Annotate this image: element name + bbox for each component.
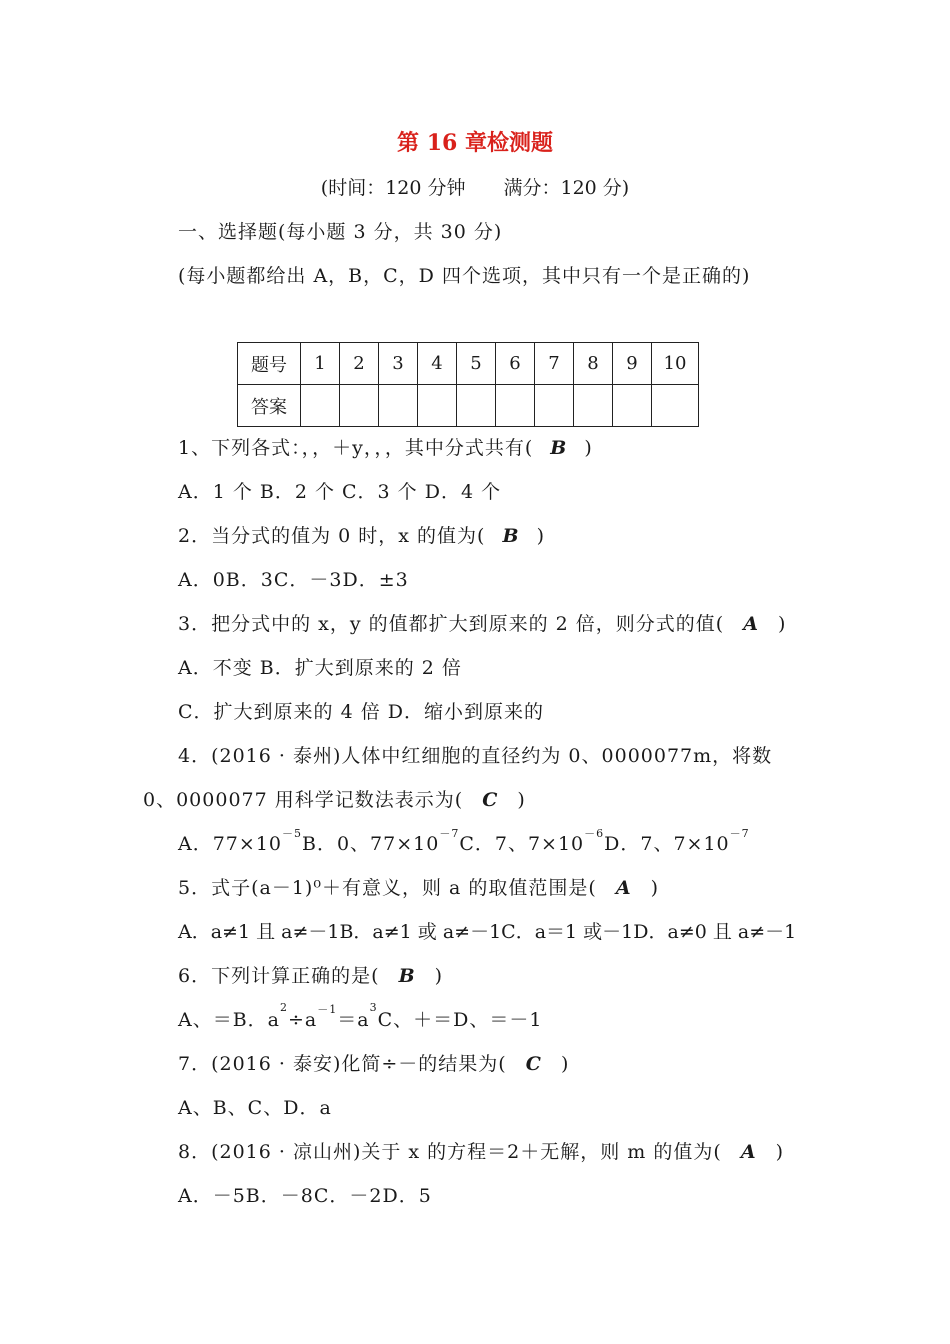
exponent: －7 [729, 827, 750, 840]
question-8 [178, 1137, 784, 1164]
table-cell: 9 [613, 343, 652, 385]
question-stem: 2．当分式的值为 0 时，x 的值为( [178, 525, 486, 547]
question-close: ) [560, 1053, 570, 1075]
question-answer: A [743, 613, 759, 635]
question-1-options: A．1 个 B．2 个 C．3 个 D．4 个 [178, 481, 502, 503]
question-answer: C [482, 789, 499, 811]
question-3 [178, 609, 786, 636]
question-5 [178, 873, 659, 900]
question-answer: C [525, 1053, 542, 1075]
question-3-options-2: C．扩大到原来的 4 倍 D．缩小到原来的 [178, 701, 544, 723]
exam-info: (时间：120 分钟 满分：120 分) [320, 177, 630, 199]
question-5-options: A．a≠1 且 a≠－1B．a≠1 或 a≠－1C．a＝1 或－1D．a≠0 且 a≠－1 [178, 921, 797, 943]
answer-cell[interactable] [613, 385, 652, 427]
question-2-options: A．0B．3C．－3D．±3 [178, 569, 409, 591]
question-3-options: A．不变 B．扩大到原来的 2 倍 [178, 657, 462, 679]
question-close: ) [778, 613, 787, 635]
exponent: －6 [584, 827, 605, 840]
option-text: C、＋＝D、＝－1 [377, 1009, 543, 1031]
question-close: ) [434, 965, 444, 987]
table-header: 题号 [238, 343, 301, 385]
question-7 [178, 1049, 569, 1076]
table-cell: 10 [652, 343, 699, 385]
table-cell: 8 [574, 343, 613, 385]
question-4: 4．(2016 · 泰州)人体中红细胞的直径约为 0、0000077m，将数 [178, 745, 773, 767]
table-cell: 5 [457, 343, 496, 385]
question-stem: 5．式子(a－1)⁰＋有意义，则 a 的取值范围是( [178, 877, 597, 899]
question-answer: A [615, 877, 632, 899]
table-cell: 2 [340, 343, 379, 385]
question-1 [178, 433, 593, 460]
question-answer: A [740, 1141, 757, 1163]
answer-cell[interactable] [301, 385, 340, 427]
question-4-options [178, 829, 750, 856]
option-c: C．7、7×10 [459, 833, 585, 855]
question-8-options: A．－5B．－8C．－2D．5 [178, 1185, 432, 1207]
answer-cell[interactable] [379, 385, 418, 427]
section-note: (每小题都给出 A，B，C，D 四个选项，其中只有一个是正确的) [178, 265, 751, 287]
answer-cell[interactable] [418, 385, 457, 427]
option-a: A．77×10 [178, 833, 282, 855]
table-cell: 7 [535, 343, 574, 385]
answer-cell[interactable] [535, 385, 574, 427]
answer-table [237, 342, 699, 427]
question-close: ) [650, 877, 660, 899]
answer-cell[interactable] [496, 385, 535, 427]
question-6 [178, 961, 443, 988]
answer-cell[interactable] [457, 385, 496, 427]
question-4-cont [143, 785, 526, 812]
exponent: －7 [439, 827, 460, 840]
table-cell: 3 [379, 343, 418, 385]
question-6-options [178, 1001, 543, 1032]
question-answer: B [502, 525, 520, 547]
question-stem: 3．把分式中的 x，y 的值都扩大到原来的 2 倍，则分式的值( [178, 613, 725, 635]
table-cell: 4 [418, 343, 457, 385]
exponent: 2 [280, 1001, 289, 1014]
question-stem: 1、下列各式：，，＋y，，，其中分式共有( [178, 437, 534, 459]
table-header: 答案 [238, 385, 301, 427]
table-cell: 1 [301, 343, 340, 385]
question-stem: 8．(2016 · 凉山州)关于 x 的方程＝2＋无解，则 m 的值为( [178, 1141, 722, 1163]
question-answer: B [550, 437, 568, 459]
page-title: 第 16 章检测题 [397, 130, 553, 156]
answer-cell[interactable] [340, 385, 379, 427]
question-close: ) [536, 525, 546, 547]
section-heading: 一、选择题(每小题 3 分，共 30 分) [178, 221, 503, 243]
option-d: D．7、7×10 [604, 833, 730, 855]
table-cell: 6 [496, 343, 535, 385]
question-answer: B [398, 965, 416, 987]
option-text: A、＝B．a [178, 1009, 281, 1031]
exponent: －5 [282, 827, 302, 840]
question-stem: 6．下列计算正确的是( [178, 965, 380, 987]
question-2 [178, 521, 545, 548]
option-text: ÷a [288, 1009, 318, 1031]
question-7-options: A、B、C、D．a [178, 1097, 332, 1119]
answer-cell[interactable] [574, 385, 613, 427]
question-stem: 7．(2016 · 泰安)化简÷－的结果为( [178, 1053, 507, 1075]
question-stem: 0、0000077 用科学记数法表示为( [143, 789, 464, 811]
question-close: ) [517, 789, 526, 811]
answer-cell[interactable] [652, 385, 699, 427]
table-row [238, 343, 699, 385]
option-text: ＝a [337, 1009, 370, 1031]
exponent: 3 [369, 1001, 378, 1014]
table-row [238, 385, 699, 427]
question-close: ) [584, 437, 593, 459]
exponent: －1 [317, 1003, 338, 1016]
option-b: B．0、77×10 [302, 833, 440, 855]
question-close: ) [775, 1141, 785, 1163]
